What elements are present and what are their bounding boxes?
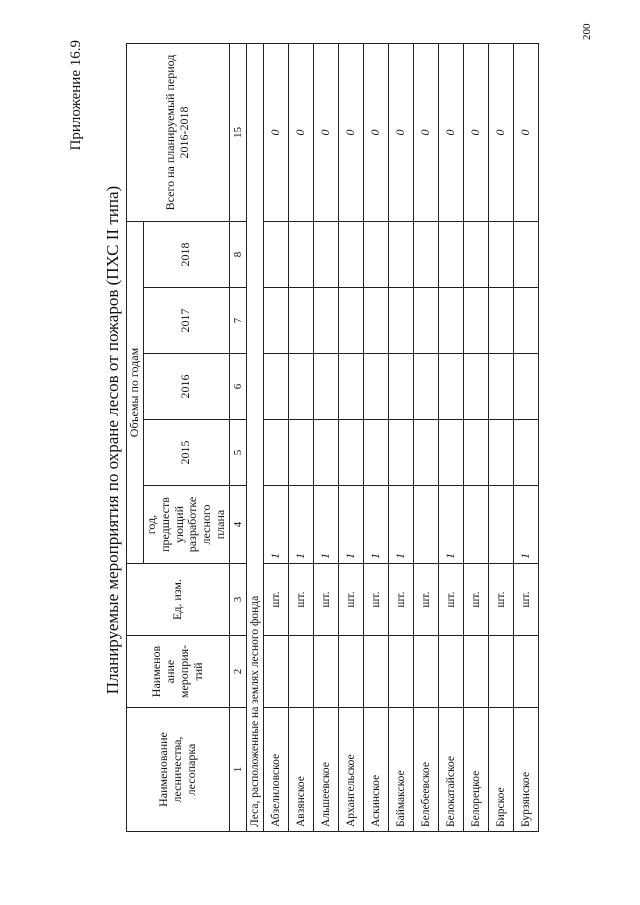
appendix-label: Приложение 16.9 xyxy=(68,40,84,151)
unit-cell: шт. xyxy=(263,564,288,636)
column-number: 1 xyxy=(229,708,246,832)
column-number: 5 xyxy=(229,420,246,486)
year-2015-cell xyxy=(313,420,338,486)
column-number: 3 xyxy=(229,564,246,636)
year-2018-cell xyxy=(313,221,338,287)
year-2015-cell xyxy=(513,420,538,486)
year-2017-cell xyxy=(463,288,488,354)
forestry-name-cell: Бурзянское xyxy=(513,708,538,832)
year-2016-cell xyxy=(313,354,338,420)
prev-year-cell xyxy=(488,486,513,564)
year-2016-cell xyxy=(413,354,438,420)
year-2015-cell xyxy=(463,420,488,486)
year-2017-cell xyxy=(363,288,388,354)
measure-cell xyxy=(513,636,538,708)
section-label: Леса, расположенные на землях лесного фонда xyxy=(246,43,263,831)
unit-cell: шт. xyxy=(438,564,463,636)
table-row xyxy=(463,43,488,831)
year-2018-cell xyxy=(463,221,488,287)
prev-year-cell: 1 xyxy=(438,486,463,564)
year-2015-cell xyxy=(288,420,313,486)
year-2016-cell xyxy=(263,354,288,420)
year-2017-cell xyxy=(338,288,363,354)
year-2018-cell xyxy=(438,221,463,287)
year-2018-cell xyxy=(338,221,363,287)
year-2016-cell xyxy=(338,354,363,420)
measure-cell xyxy=(413,636,438,708)
year-2016-cell xyxy=(363,354,388,420)
year-2018-cell xyxy=(413,221,438,287)
year-2017-cell xyxy=(313,288,338,354)
year-2016-cell xyxy=(438,354,463,420)
measure-cell xyxy=(463,636,488,708)
prev-year-cell: 1 xyxy=(313,486,338,564)
prev-year-cell xyxy=(413,486,438,564)
year-2018-cell xyxy=(488,221,513,287)
total-cell: 0 xyxy=(288,43,313,221)
document-title: Планируемые мероприятия по охране лесов от пожаров (ПХС II типа) xyxy=(103,185,122,695)
unit-cell: шт. xyxy=(288,564,313,636)
year-2017-cell xyxy=(513,288,538,354)
header-2018: 2018 xyxy=(144,221,230,287)
year-2016-cell xyxy=(288,354,313,420)
table-row xyxy=(263,43,288,831)
prev-year-cell: 1 xyxy=(513,486,538,564)
year-2017-cell xyxy=(438,288,463,354)
year-2018-cell xyxy=(388,221,413,287)
table-row xyxy=(288,43,313,831)
unit-cell: шт. xyxy=(313,564,338,636)
measure-cell xyxy=(363,636,388,708)
prev-year-cell: 1 xyxy=(338,486,363,564)
year-2018-cell xyxy=(363,221,388,287)
measure-cell xyxy=(388,636,413,708)
total-cell: 0 xyxy=(363,43,388,221)
forestry-name-cell: Абзелиловское xyxy=(263,708,288,832)
forestry-name-cell: Авзянское xyxy=(288,708,313,832)
year-2015-cell xyxy=(488,420,513,486)
measure-cell xyxy=(288,636,313,708)
year-2016-cell xyxy=(388,354,413,420)
header-unit: Ед. изм. xyxy=(127,564,230,636)
table-row xyxy=(488,43,513,831)
total-cell: 0 xyxy=(413,43,438,221)
column-number: 6 xyxy=(229,354,246,420)
measure-cell xyxy=(263,636,288,708)
header-2016: 2016 xyxy=(144,354,230,420)
measure-cell xyxy=(488,636,513,708)
fire-protection-table xyxy=(126,43,539,832)
column-number: 4 xyxy=(229,486,246,564)
table-row xyxy=(338,43,363,831)
year-2015-cell xyxy=(388,420,413,486)
header-volumes: Объемы по годам xyxy=(127,221,144,563)
prev-year-cell: 1 xyxy=(388,486,413,564)
header-total: Всего на планируемый период 2016-2018 xyxy=(127,43,230,221)
year-2016-cell xyxy=(513,354,538,420)
year-2017-cell xyxy=(388,288,413,354)
forestry-name-cell: Белокатайское xyxy=(438,708,463,832)
total-cell: 0 xyxy=(463,43,488,221)
year-2018-cell xyxy=(513,221,538,287)
table-row xyxy=(438,43,463,831)
prev-year-cell xyxy=(463,486,488,564)
measure-cell xyxy=(438,636,463,708)
year-2015-cell xyxy=(438,420,463,486)
prev-year-cell: 1 xyxy=(263,486,288,564)
unit-cell: шт. xyxy=(388,564,413,636)
forestry-name-cell: Аскинское xyxy=(363,708,388,832)
forestry-name-cell: Баймакское xyxy=(388,708,413,832)
year-2015-cell xyxy=(413,420,438,486)
measure-cell xyxy=(338,636,363,708)
unit-cell: шт. xyxy=(488,564,513,636)
table-row xyxy=(363,43,388,831)
year-2015-cell xyxy=(363,420,388,486)
column-number: 8 xyxy=(229,221,246,287)
table-row xyxy=(388,43,413,831)
header-2015: 2015 xyxy=(144,420,230,486)
header-measure: Наименов ание мероприя- тий xyxy=(127,636,230,708)
total-cell: 0 xyxy=(313,43,338,221)
total-cell: 0 xyxy=(388,43,413,221)
total-cell: 0 xyxy=(488,43,513,221)
prev-year-cell: 1 xyxy=(288,486,313,564)
column-number: 2 xyxy=(229,636,246,708)
rotated-page-content xyxy=(68,40,588,840)
header-2017: 2017 xyxy=(144,288,230,354)
year-2018-cell xyxy=(288,221,313,287)
forestry-name-cell: Альшеевское xyxy=(313,708,338,832)
unit-cell: шт. xyxy=(463,564,488,636)
unit-cell: шт. xyxy=(338,564,363,636)
unit-cell: шт. xyxy=(413,564,438,636)
unit-cell: шт. xyxy=(513,564,538,636)
year-2017-cell xyxy=(488,288,513,354)
year-2017-cell xyxy=(413,288,438,354)
measure-cell xyxy=(313,636,338,708)
forestry-name-cell: Белорецкое xyxy=(463,708,488,832)
year-2018-cell xyxy=(263,221,288,287)
unit-cell: шт. xyxy=(363,564,388,636)
year-2015-cell xyxy=(338,420,363,486)
total-cell: 0 xyxy=(513,43,538,221)
year-2015-cell xyxy=(263,420,288,486)
forestry-name-cell: Бирское xyxy=(488,708,513,832)
year-2017-cell xyxy=(288,288,313,354)
forestry-name-cell: Белебеевское xyxy=(413,708,438,832)
total-cell: 0 xyxy=(263,43,288,221)
prev-year-cell: 1 xyxy=(363,486,388,564)
year-2016-cell xyxy=(463,354,488,420)
year-2017-cell xyxy=(263,288,288,354)
table-row xyxy=(413,43,438,831)
table-row xyxy=(513,43,538,831)
header-prev-year: год, предшеств ующий разработке лесного плана xyxy=(144,486,230,564)
year-2016-cell xyxy=(488,354,513,420)
column-number: 15 xyxy=(229,43,246,221)
total-cell: 0 xyxy=(438,43,463,221)
header-forestry: Наименование лесничества, лесопарка xyxy=(127,708,230,832)
column-number: 7 xyxy=(229,288,246,354)
total-cell: 0 xyxy=(338,43,363,221)
table-row xyxy=(313,43,338,831)
page-number: 200 xyxy=(581,23,593,40)
forestry-name-cell: Архангельское xyxy=(338,708,363,832)
